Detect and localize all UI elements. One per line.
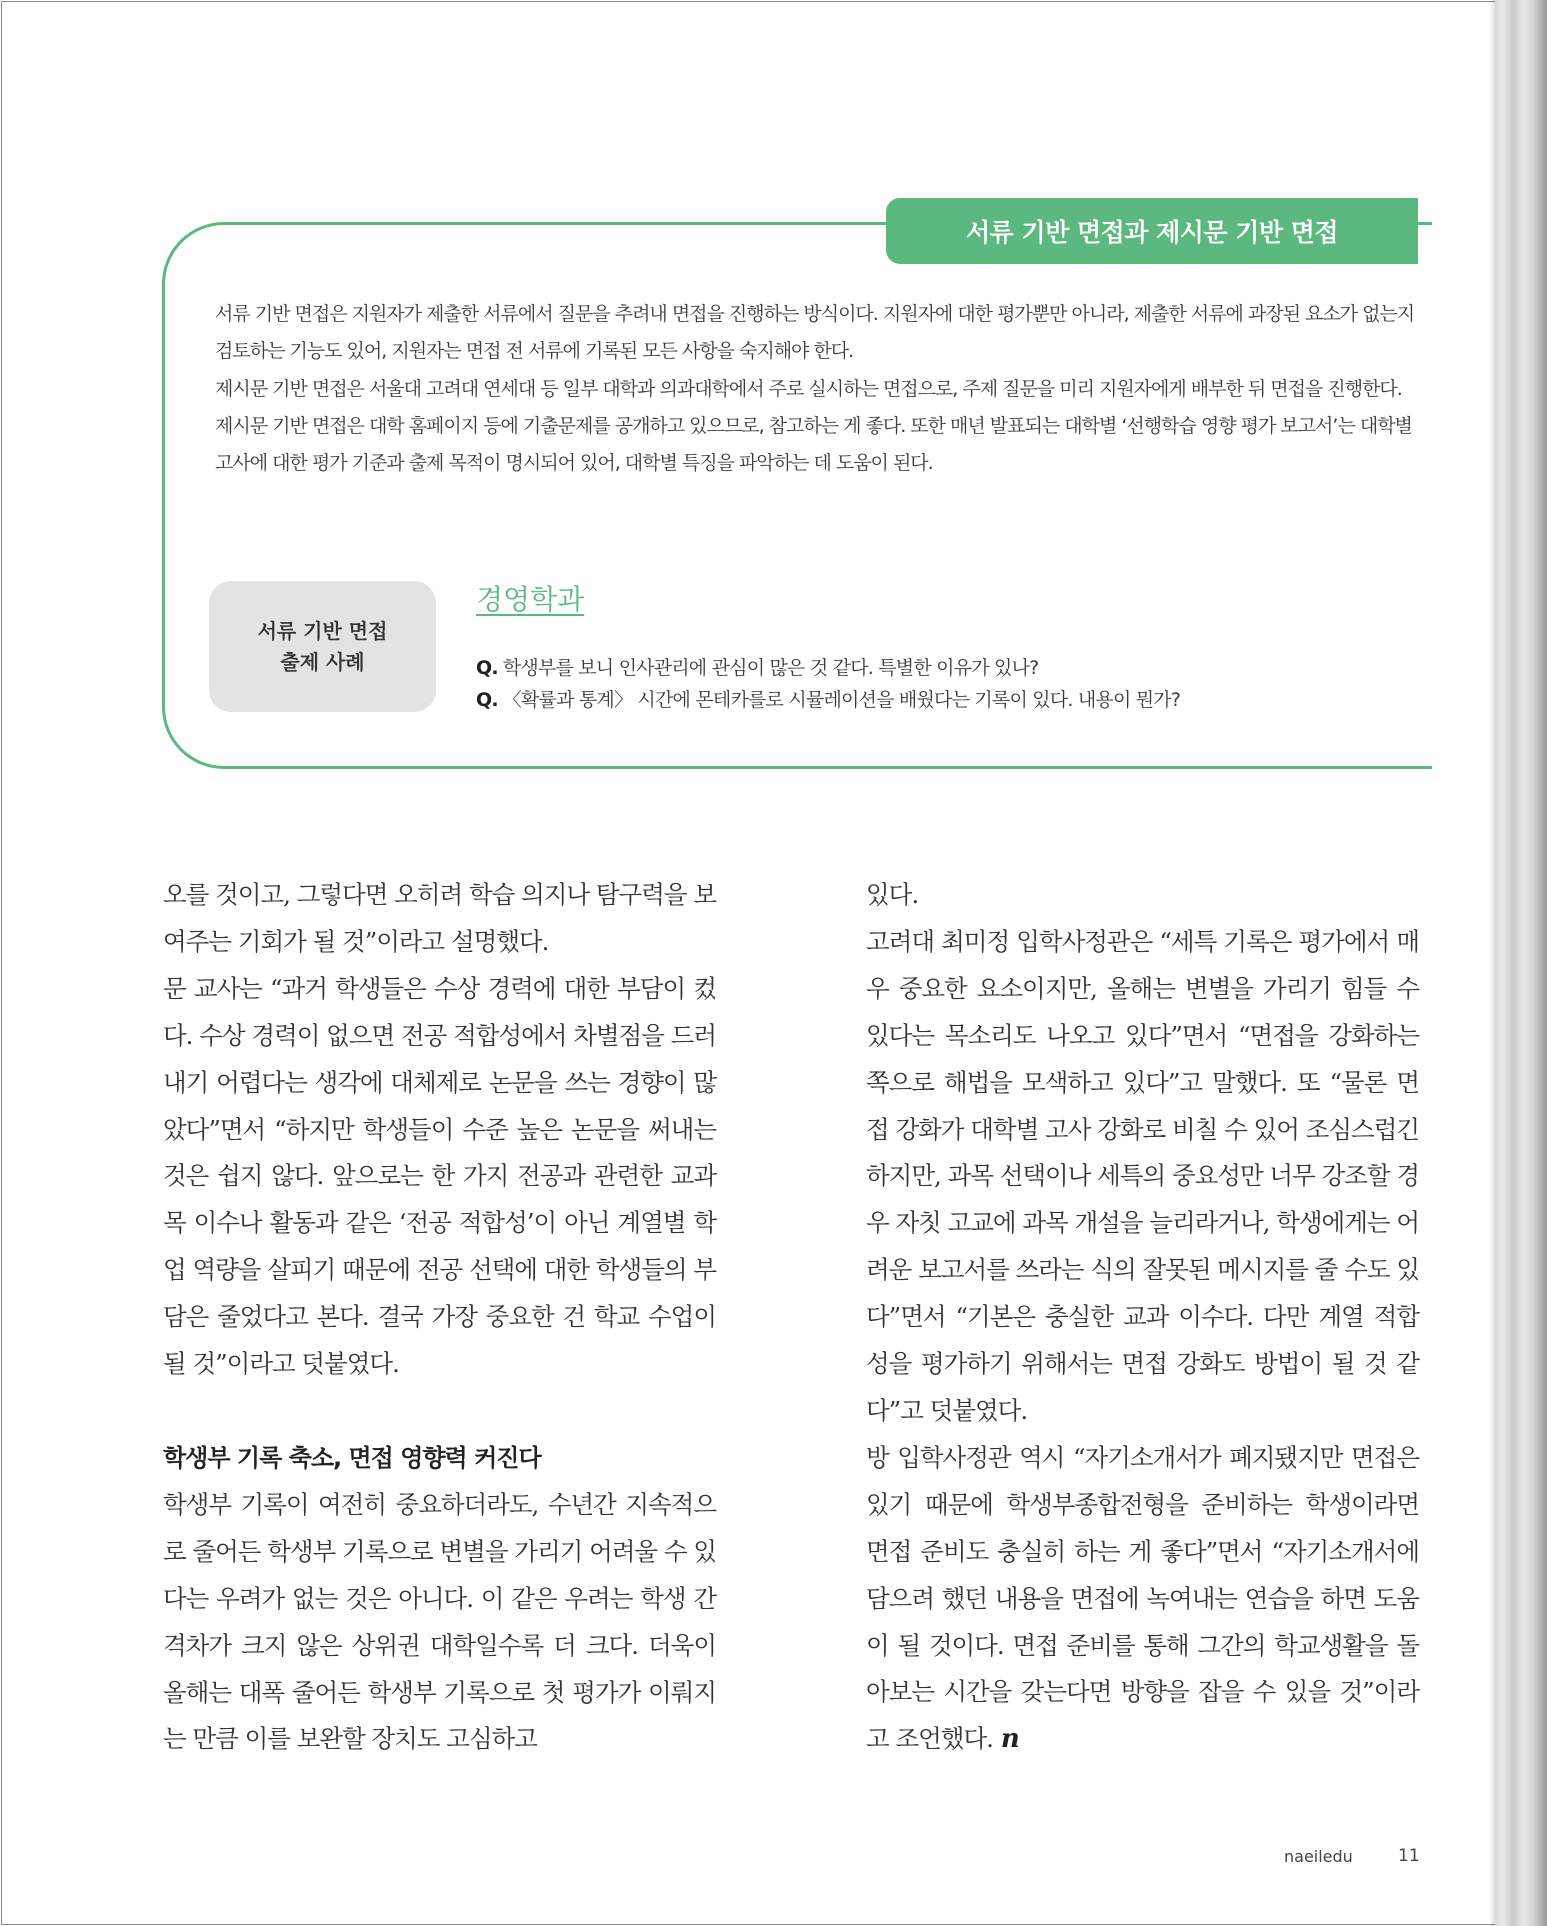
end-mark-icon: n <box>1000 1724 1019 1755</box>
article-paragraph: 고려대 최미정 입학사정관은 “세특 기록은 평가에서 매우 중요한 요소이지만, 올해는 변별을 가리기 힘들 수 있다는 목소리도 나오고 있다”면서 “면접을 강화하는 쪽으로 해법을 모색하고 있다”고 말했다. 또 “물론 면접 강화가 대학별 고사 강화로 비칠 수 있어 조심스럽긴 하지만, 과목 선택이나 세특의 중요성만 너무 강조할 경우 자칫 고교에 과목 개설을 늘리라거나, 학생에게는 어려운 보고서를 쓰라는 식의 잘못된 메시지를 줄 수도 있다”면서 “기본은 충실한 교과 이수다. 다만 계열 적합성을 평가하기 위해서는 면접 강화도 방법이 될 것 같다”고 덧붙였다. <box>866 926 1419 1425</box>
question-list <box>476 652 1416 716</box>
page-number: 11 <box>1398 1846 1420 1866</box>
article-paragraph-text: 방 입학사정관 역시 “자기소개서가 폐지됐지만 면접은 있기 때문에 학생부종합전형을 준비하는 학생이라면 면접 준비도 충실히 하는 게 좋다”면서 “자기소개서에 담으려 했던 내용을 면접에 녹여내는 연습을 하면 도움이 될 것이다. 면접 준비를 통해 그간의 학교생활을 돌아보는 시간을 갖는다면 방향을 잡을 수 있을 것”이라고 조언했다. <box>866 1442 1419 1754</box>
question-mark: Q. <box>476 657 498 679</box>
info-paragraph-2: 제시문 기반 면접은 서울대 고려대 연세대 등 일부 대학과 의과대학에서 주로 실시하는 면접으로, 주제 질문을 미리 지원자에게 배부한 뒤 면접을 진행한다. 제시문 기반 면접은 대학 홈페이지 등에 기출문제를 공개하고 있으므로, 참고하는 게 좋다. 또한 매년 발표되는 대학별 ‘선행학습 영향 평가 보고서’는 대학별 고사에 대한 평가 기준과 출제 목적이 명시되어 있어, 대학별 특징을 파악하는 데 도움이 된다. <box>215 377 1412 475</box>
question-item <box>476 652 1416 684</box>
info-paragraph-1: 서류 기반 면접은 지원자가 제출한 서류에서 질문을 추려내 면접을 진행하는 방식이다. 지원자에 대한 평가뿐만 아니라, 제출한 서류에 과장된 요소가 없는지 검토하는 기능도 있어, 지원자는 면접 전 서류에 기록된 모든 사항을 숙지해야 한다. <box>215 303 1415 363</box>
article-left-column <box>163 872 716 1763</box>
article-paragraph: 학생부 기록이 여전히 중요하더라도, 수년간 지속적으로 줄어든 학생부 기록으로 변별을 가리기 어려울 수 있다는 우려가 없는 것은 아니다. 이 같은 우려는 학생 간 격차가 크지 않은 상위권 대학일수록 더 크다. 더욱이 올해는 대폭 줄어든 학생부 기록으로 첫 평가가 이뤄지는 만큼 이를 보완할 장치도 고심하고 <box>163 1489 716 1754</box>
article-right-column <box>866 872 1419 1763</box>
page-edge <box>1495 0 1547 1926</box>
question-mark: Q. <box>476 689 498 711</box>
example-department: 경영학과 <box>476 583 585 616</box>
question-text: 〈확률과 통계〉 시간에 몬테카를로 시뮬레이션을 배웠다는 기록이 있다. 내용이 뭔가? <box>502 689 1181 711</box>
example-label-line2: 출제 사례 <box>280 649 365 674</box>
question-item <box>476 684 1416 716</box>
example-label-line1: 서류 기반 면접 <box>257 618 388 643</box>
article-paragraph-last <box>866 1435 1419 1763</box>
question-text: 학생부를 보니 인사관리에 관심이 많은 것 같다. 특별한 이유가 있나? <box>502 657 1039 679</box>
article-paragraph: 오를 것이고, 그렇다면 오히려 학습 의지나 탐구력을 보여주는 기회가 될 것”이라고 설명했다. <box>163 880 716 956</box>
footer-brand: naeiledu <box>1284 1847 1353 1866</box>
info-box-body <box>215 296 1420 482</box>
article-paragraph: 있다. <box>866 880 919 909</box>
example-label <box>209 581 436 712</box>
paragraph-gap <box>163 1388 716 1435</box>
info-box-title: 서류 기반 면접과 제시문 기반 면접 <box>886 198 1418 264</box>
section-subheading: 학생부 기록 축소, 면접 영향력 커진다 <box>163 1443 541 1472</box>
article-paragraph: 문 교사는 “과거 학생들은 수상 경력에 대한 부담이 컸다. 수상 경력이 없으면 전공 적합성에서 차별점을 드러내기 어렵다는 생각에 대체제로 논문을 쓰는 경향이 많았다”면서 “하지만 학생들이 수준 높은 논문을 써내는 것은 쉽지 않다. 앞으로는 한 가지 전공과 관련한 교과목 이수나 활동과 같은 ‘전공 적합성’이 아닌 계열별 학업 역량을 살피기 때문에 전공 선택에 대한 학생들의 부담은 줄었다고 본다. 결국 가장 중요한 건 학교 수업이 될 것”이라고 덧붙였다. <box>163 973 716 1379</box>
